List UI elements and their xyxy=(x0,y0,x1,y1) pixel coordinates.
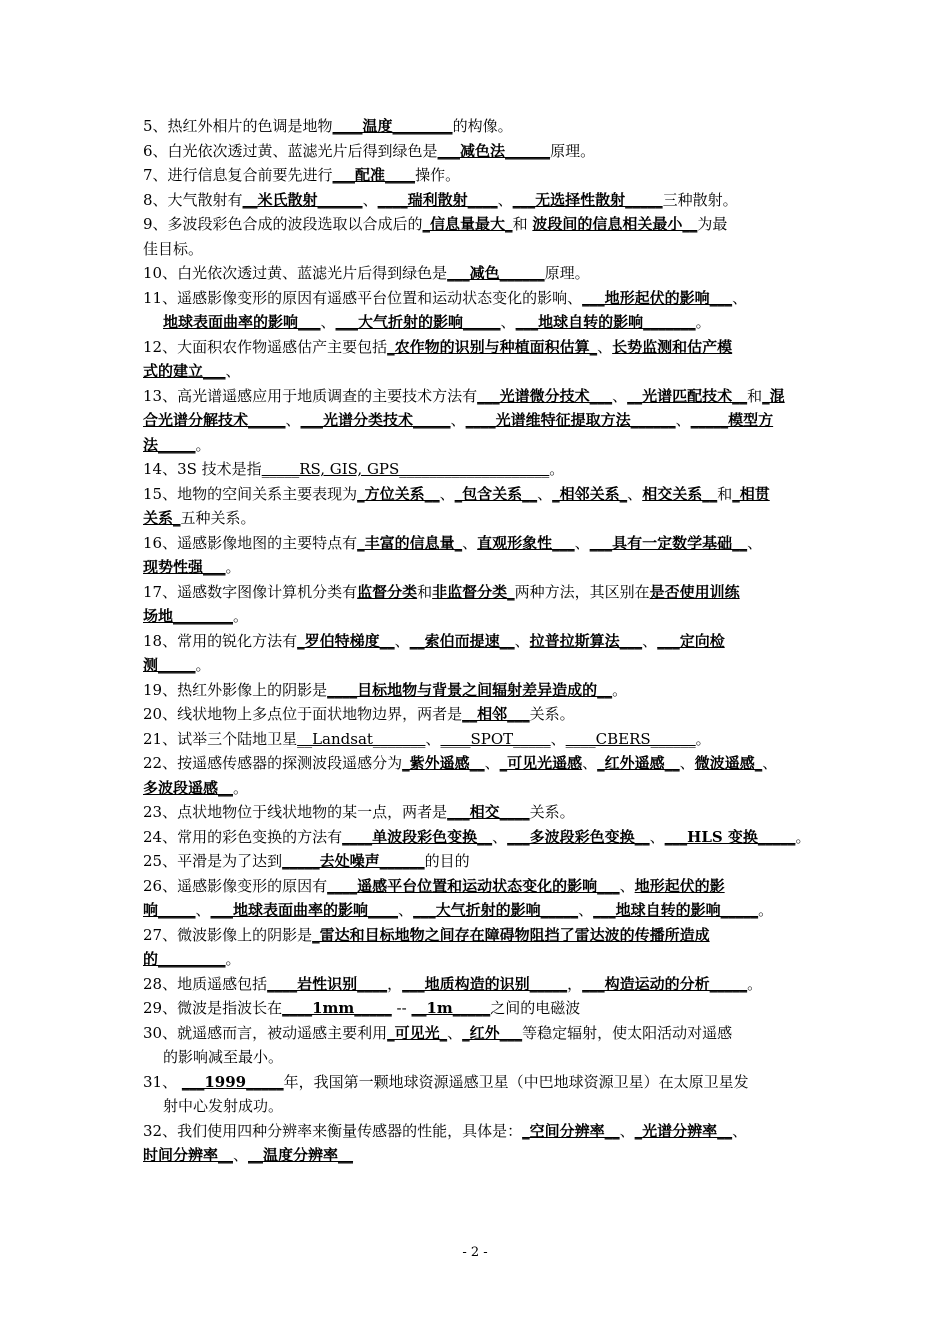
question-text: 28、地质遥感包括 xyxy=(143,974,268,993)
question-text: 、 xyxy=(425,729,441,748)
question-text: 24、常用的彩色变换的方法有 xyxy=(143,827,343,846)
question-line xyxy=(143,727,849,752)
answer-blank: 测_____ xyxy=(143,656,196,674)
answer-blank: 监督分类 xyxy=(357,582,418,601)
answer-blank: 多波段遥感__ xyxy=(143,778,234,797)
question-line xyxy=(143,212,849,237)
question-text: 、 xyxy=(447,1023,463,1042)
question-text: 、 xyxy=(484,754,500,772)
answer-blank: ___多波段彩色变换__ xyxy=(507,827,650,846)
answer-blank: 法_____ xyxy=(143,435,196,454)
question-text: 为最 xyxy=(697,215,728,233)
answer-blank: ___构造运动的分析_____ xyxy=(582,974,748,993)
question-text: 五种关系。 xyxy=(180,509,256,527)
question-text: 14、3S 技术是指 xyxy=(143,460,262,478)
question-text: 和 xyxy=(747,386,763,405)
question-text: 、 xyxy=(550,729,566,748)
question-text: 、 xyxy=(497,190,513,209)
question-text: 等稳定辐射，使太阳活动对遥感 xyxy=(522,1023,733,1042)
question-text: 、 xyxy=(679,754,695,772)
answer-blank: 的_________ xyxy=(143,950,226,968)
answer-blank: 相交关系__ xyxy=(642,484,718,503)
question-text: 29、微波是指波长在 xyxy=(143,999,283,1017)
question-text: 的目的 xyxy=(424,852,470,870)
answer-blank: ___相交____ xyxy=(447,803,530,821)
question-text: 、 xyxy=(398,901,414,919)
question-text: 。 xyxy=(233,778,249,797)
question-text: 17、遥感数字图像计算机分类有 xyxy=(143,582,358,601)
answer-blank: ____单波段彩色变换__ xyxy=(342,827,493,846)
question-text: 之间的电磁波 xyxy=(490,999,581,1017)
question-text: 和 xyxy=(717,484,733,503)
answer-blank: ____1mm_____ xyxy=(282,999,392,1017)
answer-blank: 合光谱分解技术_____ xyxy=(143,411,286,429)
question-line xyxy=(143,629,849,654)
question-text: 、 xyxy=(642,631,658,650)
answer-blank: _农作物的识别与种植面积估算_ xyxy=(387,337,598,356)
answer-blank: _红外遥感__ xyxy=(597,754,680,772)
question-text: 20、线状地物上多点位于面状地物边界，两者是 xyxy=(143,705,463,723)
question-text: 两种方法，其区别在 xyxy=(514,582,650,601)
question-line xyxy=(143,702,849,727)
question-line xyxy=(143,163,849,188)
question-text: 、 xyxy=(619,1121,635,1140)
answer-blank: _可见光_ xyxy=(387,1023,448,1042)
answer-blank: _空间分辨率__ xyxy=(522,1121,620,1140)
question-line xyxy=(143,482,849,507)
question-text: 12、大面积农作物遥感估产主要包括 xyxy=(143,337,388,356)
question-text: 关系。 xyxy=(529,705,575,723)
answer-blank: ___定向检 xyxy=(657,631,725,650)
question-text: 9、多波段彩色合成的波段选取以合成后的 xyxy=(143,215,423,233)
question-line xyxy=(143,433,849,458)
answer-blank: ____瑞利散射____ xyxy=(377,190,498,209)
question-text: 。 xyxy=(795,827,811,846)
question-line xyxy=(143,996,849,1021)
answer-blank: 直观形象性___ xyxy=(477,533,575,552)
answer-blank: ___大气折射的影响_____ xyxy=(413,901,579,919)
answer-blank: _信息量最大_ xyxy=(422,215,513,233)
question-text: 22、按遥感传感器的探测波段遥感分为 xyxy=(143,754,403,772)
question-text: 的构像。 xyxy=(452,117,513,135)
question-line xyxy=(143,310,849,335)
question-text: 和 xyxy=(512,215,533,233)
answer-blank: _紫外遥感__ xyxy=(402,754,485,772)
question-text: 5、热红外相片的色调是地物 xyxy=(143,117,333,135)
question-text: 、 xyxy=(394,631,410,650)
question-text: 7、进行信息复合前要先进行 xyxy=(143,166,333,184)
question-text: 。 xyxy=(695,313,711,331)
question-line xyxy=(143,139,849,164)
answer-blank: 地球表面曲率的影响___ xyxy=(163,313,321,331)
question-text: 15、地物的空间关系主要表现为 xyxy=(143,484,358,503)
question-text: 、 xyxy=(732,1121,748,1140)
question-text: 。 xyxy=(195,435,211,454)
answer-blank: 现势性强___ xyxy=(143,558,226,576)
answer-blank: _____去处噪声______ xyxy=(282,852,425,870)
answer-blank: ____目标地物与背景之间辐射差异造成的__ xyxy=(327,680,613,699)
answer-blank: ___地质构造的识别_____ xyxy=(402,974,568,993)
question-text: 。 xyxy=(747,974,763,993)
question-line xyxy=(143,604,849,629)
question-text: 、 xyxy=(450,411,466,429)
question-text: 、 xyxy=(500,313,516,331)
question-line xyxy=(143,237,849,262)
answer-blank: _方位关系__ xyxy=(357,484,440,503)
answer-blank: __Landsat_______ xyxy=(297,729,426,748)
question-text: 11、遥感影像变形的原因有遥感平台位置和运动状态变化的影响、 xyxy=(143,288,583,307)
answer-blank: ___光谱分类技术_____ xyxy=(300,411,451,429)
question-text: 、 xyxy=(462,533,478,552)
question-line xyxy=(143,261,849,286)
question-text: 、 xyxy=(582,754,598,772)
question-text: 18、常用的锐化方法有 xyxy=(143,631,298,650)
question-text: ， xyxy=(387,974,403,993)
question-line xyxy=(143,849,849,874)
question-text: 、 xyxy=(612,386,628,405)
answer-blank: __米氏散射______ xyxy=(242,190,363,209)
question-text: 关系。 xyxy=(529,803,575,821)
question-line xyxy=(143,947,849,972)
question-line xyxy=(143,898,849,923)
question-text: 26、遥感影像变形的原因有 xyxy=(143,876,328,895)
question-line xyxy=(143,1119,849,1144)
question-text: 、 xyxy=(597,337,613,356)
answer-blank: ___HLS 变换_____ xyxy=(664,827,796,846)
answer-blank: 式的建立___ xyxy=(143,362,226,380)
question-text: 、 xyxy=(514,631,530,650)
question-line xyxy=(143,825,849,850)
question-text: 10、白光依次透过黄、蓝滤光片后得到绿色是 xyxy=(143,264,448,282)
question-text: 。 xyxy=(758,901,774,919)
question-text: 19、热红外影像上的阴影是 xyxy=(143,680,328,699)
question-line xyxy=(143,1070,849,1095)
question-text: 、 xyxy=(439,484,455,503)
question-text: 。 xyxy=(695,729,711,748)
question-line xyxy=(143,923,849,948)
question-text: 、 xyxy=(574,533,590,552)
question-text: 的影响减至最小。 xyxy=(163,1048,284,1066)
question-line xyxy=(143,1143,849,1168)
question-text: 、 xyxy=(762,754,778,772)
question-line xyxy=(143,457,849,482)
answer-blank: _相贯 xyxy=(732,484,770,503)
question-text: 、 xyxy=(233,1146,249,1164)
question-line xyxy=(143,359,849,384)
question-text: 。 xyxy=(225,950,241,968)
answer-blank: ____遥感平台位置和运动状态变化的影响___ xyxy=(327,876,620,895)
answer-blank: _红外___ xyxy=(462,1023,523,1042)
question-line xyxy=(143,506,849,531)
answer-blank: __温度分辨率__ xyxy=(248,1146,354,1164)
question-line xyxy=(143,1094,849,1119)
question-line xyxy=(143,188,849,213)
answer-blank: ____光谱维特征提取方法______ xyxy=(465,411,676,429)
answer-blank: 响_____ xyxy=(143,901,196,919)
answer-blank: 是否使用训练 xyxy=(649,582,740,601)
question-line xyxy=(143,972,849,997)
question-text: 。 xyxy=(195,656,211,674)
answer-blank: _混 xyxy=(762,386,785,405)
answer-blank: ___无选择性散射_____ xyxy=(512,190,663,209)
question-text: 13、高光谱遥感应用于地质调查的主要技术方法有 xyxy=(143,386,478,405)
answer-blank: _丰富的信息量_ xyxy=(357,533,463,552)
question-text: 、 xyxy=(627,484,643,503)
answer-blank: _可见光遥感 xyxy=(499,754,583,772)
question-text: 三种散射。 xyxy=(662,190,738,209)
answer-blank: 非监督分类_ xyxy=(432,582,515,601)
question-text: 8、大气散射有 xyxy=(143,190,243,209)
question-text: 和 xyxy=(417,582,433,601)
answer-blank: _雷达和目标地物之间存在障碍物阻挡了雷达波的传播所造成 xyxy=(312,925,710,944)
question-text: 、 xyxy=(225,362,241,380)
question-text: 23、点状地物位于线状地物的某一点，两者是 xyxy=(143,803,448,821)
question-line xyxy=(143,531,849,556)
question-text: 。 xyxy=(612,680,628,699)
question-text: ， xyxy=(567,974,583,993)
answer-blank: 关系_ xyxy=(143,509,181,527)
question-text: 、 xyxy=(732,288,748,307)
question-text: 。 xyxy=(549,460,565,478)
answer-blank: 拉普拉斯算法___ xyxy=(529,631,643,650)
question-text: 、 xyxy=(362,190,378,209)
answer-blank: 场地________ xyxy=(143,607,234,625)
question-text: 。 xyxy=(233,607,249,625)
question-line xyxy=(143,286,849,311)
question-text: 原理。 xyxy=(544,264,590,282)
question-text: 30、就遥感而言，被动遥感主要利用 xyxy=(143,1023,388,1042)
answer-blank: _包含关系__ xyxy=(454,484,538,503)
answer-blank: ____岩性识别____ xyxy=(267,974,388,993)
question-line xyxy=(143,555,849,580)
answer-blank: ___大气折射的影响_____ xyxy=(335,313,501,331)
answer-blank: ___配准____ xyxy=(332,166,416,184)
question-line xyxy=(143,1021,849,1046)
question-line xyxy=(143,653,849,678)
answer-blank: ___减色法______ xyxy=(437,141,551,160)
answer-blank: ___光谱微分技术___ xyxy=(477,386,613,405)
question-text: 、 xyxy=(619,876,635,895)
page-number: - 2 - xyxy=(462,1245,488,1260)
answer-blank: ____SPOT_____ xyxy=(440,729,551,748)
answer-blank: 长势监测和估产模 xyxy=(612,337,733,356)
question-text: 射中心发射成功。 xyxy=(163,1097,284,1115)
question-text: 、 xyxy=(195,901,211,919)
question-line xyxy=(143,384,849,409)
question-text: 、 xyxy=(285,411,301,429)
question-line xyxy=(143,678,849,703)
question-text: 31、 xyxy=(143,1072,182,1091)
answer-blank: _____模型方 xyxy=(690,411,774,429)
question-text: 21、试举三个陆地卫星 xyxy=(143,729,298,748)
question-line xyxy=(143,408,849,433)
answer-blank: ___地形起伏的影响___ xyxy=(582,288,733,307)
answer-blank: _光谱分辨率__ xyxy=(634,1121,733,1140)
question-text: 25、平滑是为了达到 xyxy=(143,852,283,870)
question-line xyxy=(143,800,849,825)
answer-blank: 时间分辨率__ xyxy=(143,1146,234,1164)
answer-blank: _相邻关系_ xyxy=(552,484,628,503)
question-line xyxy=(143,751,849,776)
answer-blank: ___1999_____ xyxy=(181,1072,284,1091)
question-text: 16、遥感影像地图的主要特点有 xyxy=(143,533,358,552)
question-text: 佳目标。 xyxy=(143,239,204,258)
question-line xyxy=(143,1045,849,1070)
question-line xyxy=(143,776,849,801)
question-text: 、 xyxy=(675,411,691,429)
question-text: 操作。 xyxy=(415,166,461,184)
answer-blank: ___减色______ xyxy=(447,264,545,282)
answer-blank: ____温度________ xyxy=(332,117,453,135)
question-text: 27、微波影像上的阴影是 xyxy=(143,925,313,944)
answer-blank: _____RS, GIS, GPS____________________ xyxy=(261,460,550,478)
question-text: 原理。 xyxy=(550,141,596,160)
answer-blank: ___具有一定数学基础__ xyxy=(589,533,748,552)
question-text: 、 xyxy=(747,533,763,552)
question-line xyxy=(143,580,849,605)
answer-blank: ___地球自转的影响_______ xyxy=(515,313,696,331)
answer-blank: __索伯而提速__ xyxy=(409,631,515,650)
answer-blank: ____CBERS______ xyxy=(565,729,696,748)
answer-blank: 波段间的信息相关最小__ xyxy=(532,215,698,233)
question-line xyxy=(143,114,849,139)
question-list xyxy=(143,114,849,1168)
answer-blank: ___地球表面曲率的影响____ xyxy=(210,901,399,919)
question-line xyxy=(143,874,849,899)
answer-blank: __相邻___ xyxy=(462,705,530,723)
answer-blank: __光谱匹配技术__ xyxy=(627,386,748,405)
question-text: 32、我们使用四种分辨率来衡量传感器的性能，具体是： xyxy=(143,1121,523,1140)
answer-blank: __1m_____ xyxy=(411,999,491,1017)
question-text: 、 xyxy=(492,827,508,846)
question-text: 。 xyxy=(225,558,241,576)
question-text: 、 xyxy=(537,484,553,503)
question-text: 、 xyxy=(649,827,665,846)
question-line xyxy=(143,335,849,360)
question-text: -- xyxy=(391,999,412,1017)
answer-blank: 地形起伏的影 xyxy=(634,876,725,895)
answer-blank: ___地球自转的影响_____ xyxy=(593,901,759,919)
question-text: 、 xyxy=(320,313,336,331)
question-text: 年，我国第一颗地球资源遥感卫星（中巴地球资源卫星）在太原卫星发 xyxy=(283,1072,749,1091)
question-text: 、 xyxy=(578,901,594,919)
answer-blank: _罗伯特梯度__ xyxy=(297,631,395,650)
answer-blank: 微波遥感_ xyxy=(694,754,763,772)
question-text: 6、白光依次透过黄、蓝滤光片后得到绿色是 xyxy=(143,141,438,160)
